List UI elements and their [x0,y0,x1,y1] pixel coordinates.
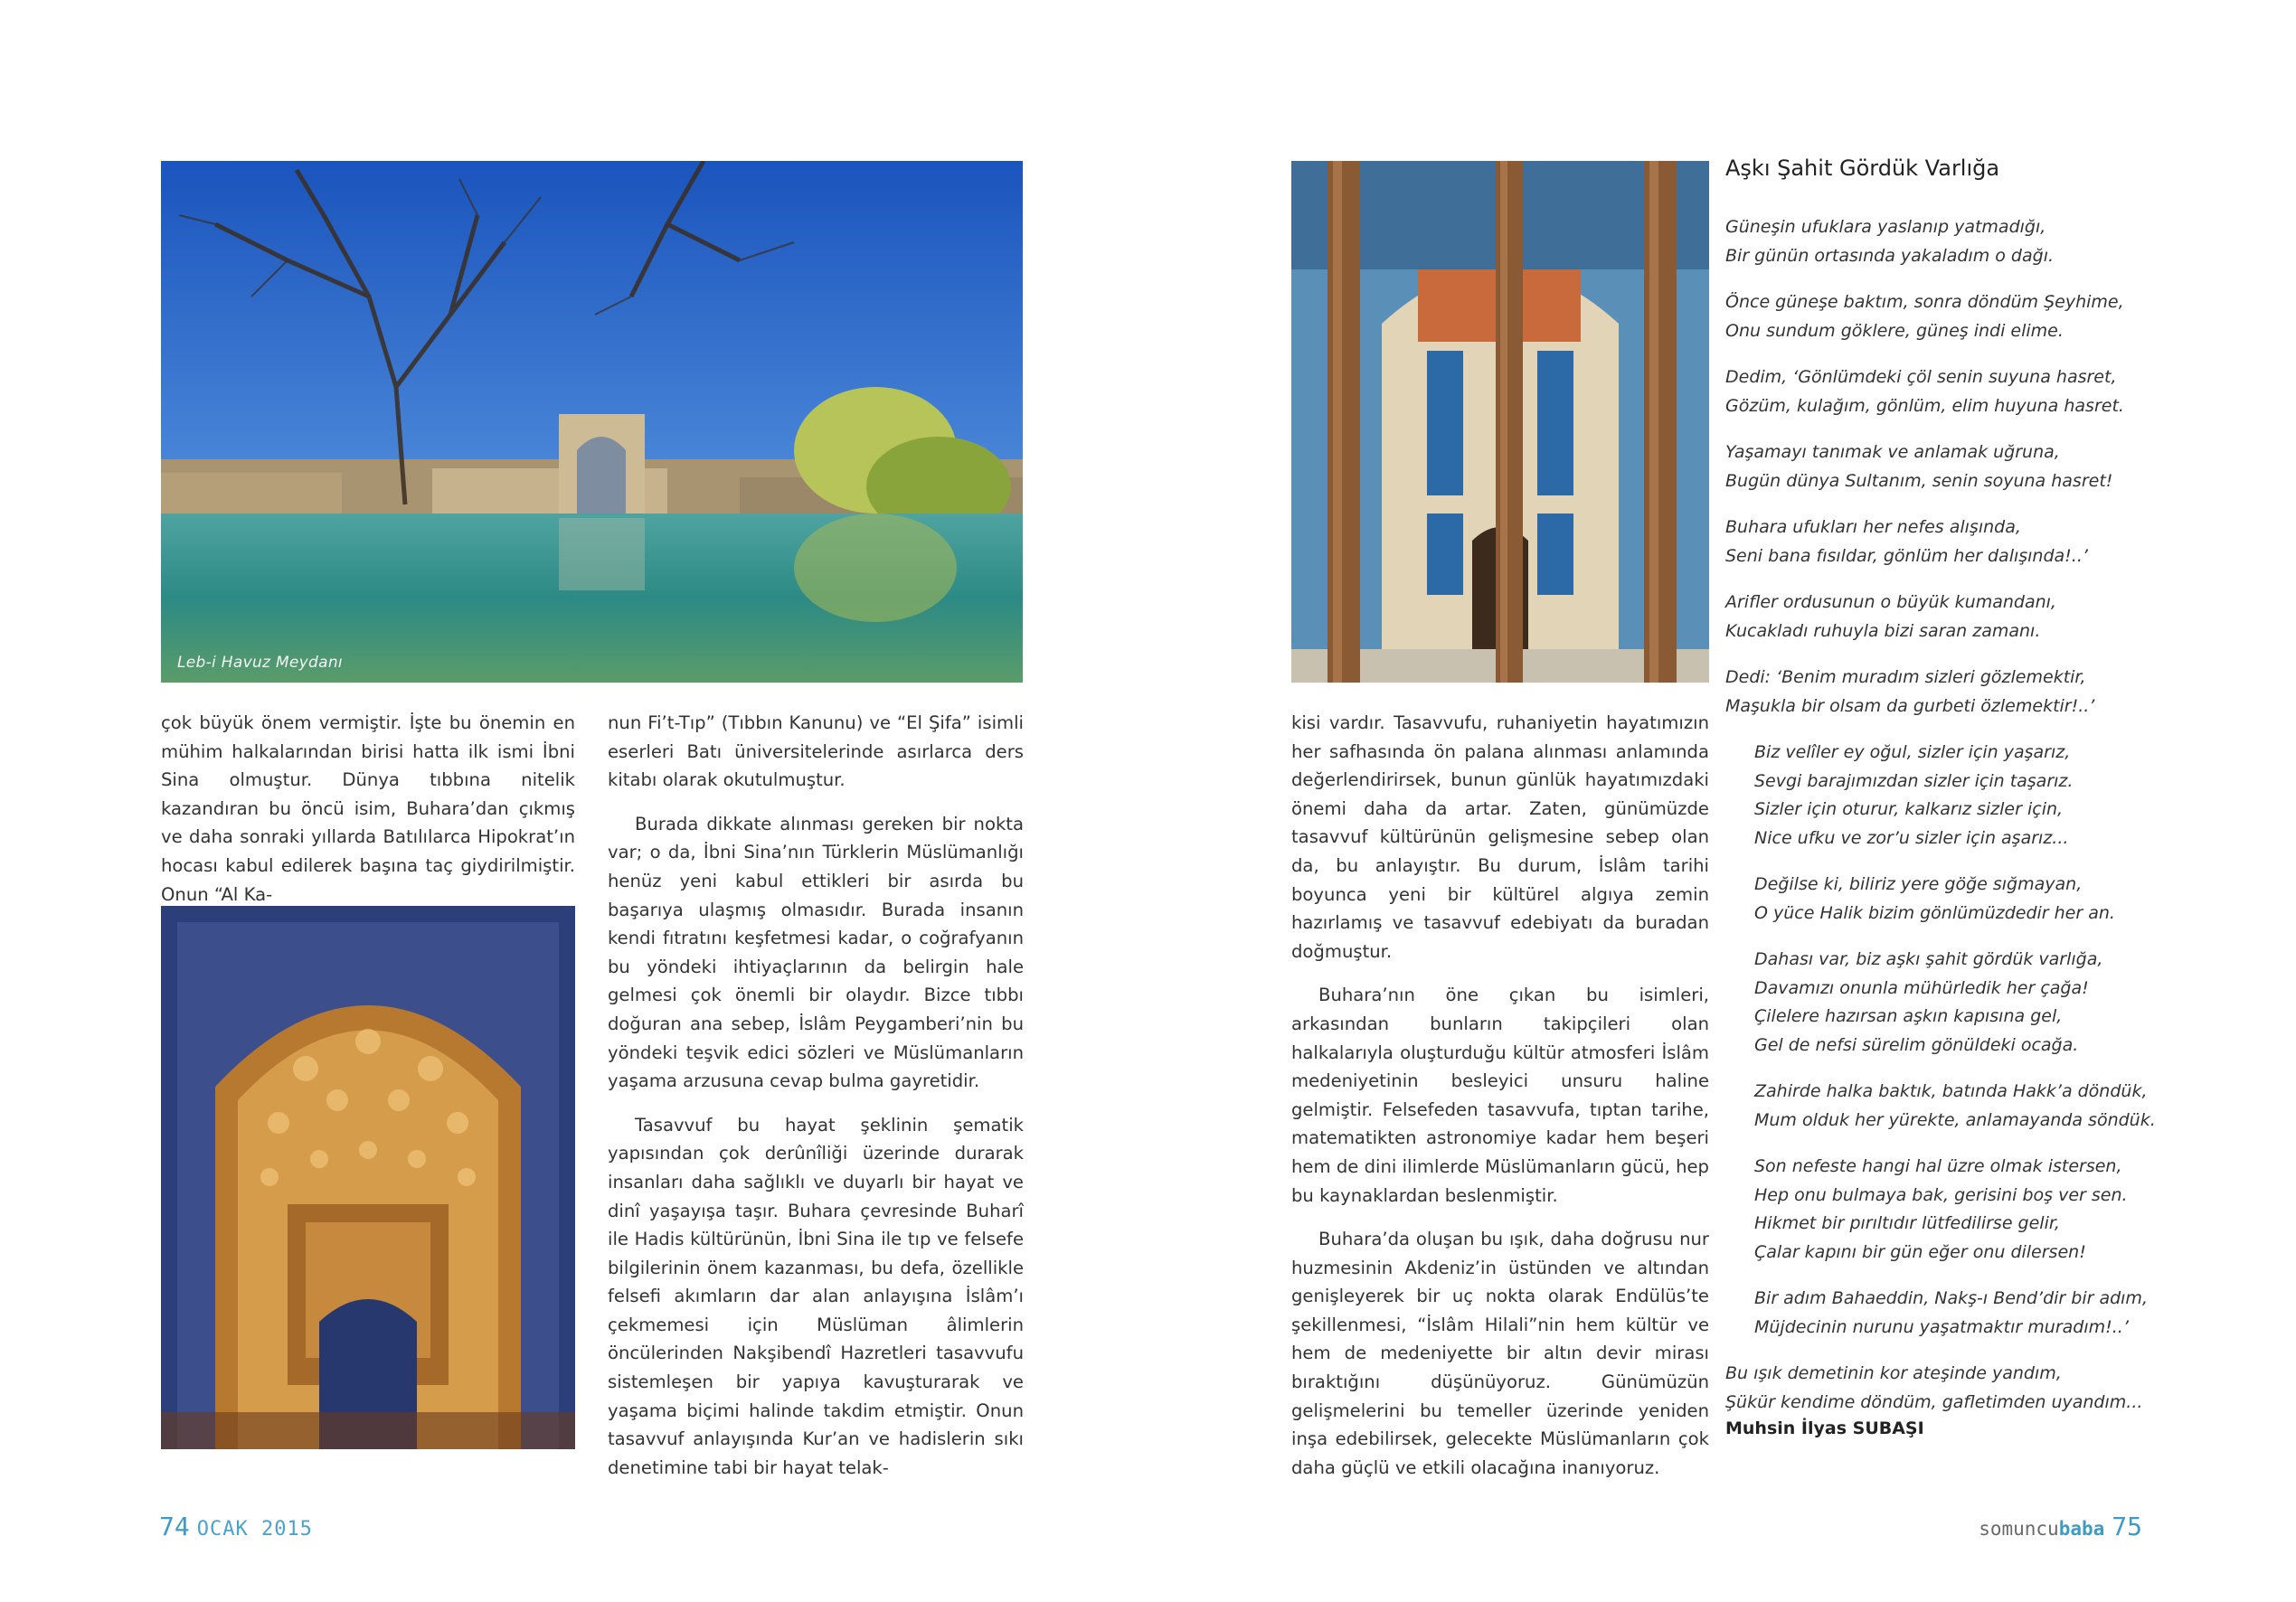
poem-line: Çilelere hazırsan aşkın kapısına gel, [1754,1006,2063,1026]
poem-line: Maşukla bir olsam da gurbeti özlemektir!..’ [1725,695,2095,716]
poem-stanza [1725,213,2214,270]
poem-line: Dedi: ‘Benim muradım sizleri gözlemektir, [1725,667,2086,687]
poem-line: Dedim, ‘Gönlümdeki çöl senin suyuna hasret, [1725,367,2117,387]
poem-line: Nice ufku ve zor’u sizler için aşarız... [1754,827,2069,848]
poem-line: Biz velîler ey oğul, sizler için yaşarız, [1754,742,2071,762]
poem-stanza [1725,1285,2214,1342]
poem-line: Onu sundum göklere, güneş indi elime. [1725,320,2064,341]
poem-line: Dahası var, biz aşkı şahit gördük varlığa, [1754,949,2103,969]
poem-line: Gözüm, kulağım, gönlüm, elim huyuna hasret. [1725,395,2124,416]
poem-stanza [1725,664,2214,721]
poem-line: Son nefeste hangi hal üzre olmak istersen, [1754,1156,2122,1176]
left-column-1 [161,709,575,924]
footer-left [159,1512,313,1541]
poem-stanza [1725,363,2214,420]
footer-right [1979,1512,2142,1541]
photo-leb-i-havuz [161,161,1023,683]
photo-bolo-hauz-portal [1291,161,1709,683]
poem-stanza [1725,946,2214,1060]
poem-line: Kucakladı ruhuyla bizi saran zamanı. [1725,620,2041,641]
poem-title: Aşkı Şahit Gördük Varlığa [1725,155,2000,181]
paragraph: Buhara’nın öne çıkan bu isimleri, arkasından bunların takipçileri olan halkalarıyla oluşturduğu kültür atmosferi İslâm medeniyetinin besleyici unsuru haline gelmiştir. Felsefeden tasavvufa, tıptan tarihe, matematikten astronomiye kadar hem beşeri hem de dini ilimlerde Müslümanların gücü, hep bu kaynaklardan beslenmiştir. [1291,985,1709,1206]
paragraph: nun Fi’t-Tıp” (Tıbbın Kanunu) ve “El Şifa” isimli eserleri Batı üniversitelerinde asırlarca ders kitabı olarak okutulmuştur. [608,712,1024,791]
poem-line: Değilse ki, biliriz yere göğe sığmayan, [1754,874,2083,894]
poem-line: Arifler ordusunun o büyük kumandanı, [1725,592,2056,612]
poem-stanza [1725,739,2214,853]
page-number: 74 [159,1512,190,1541]
paragraph: Burada dikkate alınması gereken bir nokta var; o da, İbni Sina’nın Türklerin Müslümanlığı henüz yeni kabul ettikleri bir asırda bu başarıya ulaşmış olmasıdır. Burada insanın kendi fıtratını keşfetmesi kadar, o coğrafyanın bu yöndeki ihtiyaçlarının da belirgin hale gelmesi çok önemli bir olaydır. Bizce tıbbı doğuran ana sebep, İslâm Peygamberi’nin bu yöndeki teşvik edici sözleri ve Müslümanların yaşama arzusuna cevap bulma gayretidir. [608,813,1024,1092]
photo-mosque-vault [161,906,575,1449]
poem-stanza [1725,589,2214,646]
magazine-name: somuncubaba [1979,1518,2105,1540]
poem-line: Önce güneşe baktım, sonra döndüm Şeyhime, [1725,292,2124,312]
poem-line: Güneşin ufuklara yaslanıp yatmadığı, [1725,217,2046,237]
poem-line: Sizler için oturur, kalkarız sizler için, [1754,799,2064,819]
poem-line: Yaşamayı tanımak ve anlamak uğruna, [1725,442,2060,462]
leb-i-havuz-image [161,161,1023,683]
page-number: 75 [2112,1512,2142,1541]
paragraph: kisi vardır. Tasavvufu, ruhaniyetin hayatımızın her safhasında ön palana alınması anlamında değerlendirirsek, bunun günlük hayatımızdaki önemi daha da artar. Zaten, günümüzde tasavvuf kültürünün gelişmesine sebep olan da, bu anlayıştır. Bu durum, İslâm tarihi boyunca yeni bir kültürel algıya zemin hazırlamış ve tasavvuf edebiyatı da buradan doğmuştur. [1291,712,1709,962]
poem-line: Davamızı onunla mühürledik her çağa! [1754,977,2089,998]
paragraph: Buhara’da oluşan bu ışık, daha doğrusu nur huzmesinin Akdeniz’in üstünden ve altından genişleyerek bir uç nokta olarak Endülüs’te şekillenmesi, “İslâm Hilali”nin hem kültür ve hem de medeniyette bir altın devir mirası bıraktığını düşünüyoruz. Günümüzün gelişmelerini bu temeller üzerinde yeniden inşa edebilirsek, gelecekte Müslümanların çok daha güçlü ve etkili olacağına inanıyoruz. [1291,1229,1709,1478]
poem-line: Bir günün ortasında yakaladım o dağı. [1725,245,2055,266]
left-column-2 [608,709,1024,1497]
poem-stanza [1725,288,2214,345]
poem-stanza [1725,1360,2214,1417]
poem-line: Şükür kendime döndüm, gafletimden uyandım... [1725,1391,2143,1412]
portal-image [1291,161,1709,683]
poem-stanza [1725,438,2214,495]
poem-line: Seni bana fısıldar, gönlüm her dalışında!..’ [1725,545,2088,566]
poem-stanza [1725,1153,2214,1267]
mosque-vault-image [161,906,575,1449]
issue-date: OCAK 2015 [196,1518,313,1541]
poem-line: Mum olduk her yürekte, anlamayanda söndük. [1754,1109,2156,1130]
poem-line: Zahirde halka baktık, batında Hakk’a döndük, [1754,1081,2148,1101]
poem-stanza [1725,1078,2214,1135]
poem-line: Sevgi barajımızdan sizler için taşarız. [1754,770,2074,791]
poem-line: Bir adım Bahaeddin, Nakş-ı Bend’dir bir adım, [1754,1288,2148,1308]
photo-caption: Leb-i Havuz Meydanı [177,654,343,672]
poem-line: Buhara ufukları her nefes alışında, [1725,517,2021,537]
poem-line: Müjdecinin nurunu yaşatmaktır muradım!..’ [1754,1316,2129,1337]
poem-line: Bugün dünya Sultanım, senin soyuna hasret! [1725,470,2113,491]
poem-line: Hikmet bir pırıltıdır lütfedilirse gelir, [1754,1213,2060,1233]
paragraph: Tasavvuf bu hayat şeklinin şematik yapısından çok derûnîliği üzerinde durarak insanları daha sağlıklı ve duyarlı bir hayat ve dinî yaşayışa taşır. Buhara çevresinde Buharî ile Hadis kültürünün, İbni Sina ile tıp ve felsefe bilgilerinin önem kazanması, bu defa, özellikle felsefi akımların dar alan anlayışına İslâm’ı çekmemesi için Müslüman âlimlerin öncülerinden Nakşibendî Hazretleri tasavvufu sistemleşen bir yapıya kavuşturarak ve yaşama biçimi halinde takdim etmiştir. Onun tasavvuf anlayışında Kur’an ve hadislerin sıkı denetimine tabi bir hayat telak- [608,1114,1024,1478]
poem-line: Hep onu bulmaya bak, gerisini boş ver sen. [1754,1184,2128,1205]
poem-author: Muhsin İlyas SUBAŞI [1725,1418,1924,1438]
paragraph: çok büyük önem vermiştir. İşte bu önemin en mühim halkalarından birisi hatta ilk ismi İbni Sina olmuştur. Dünya tıbbına nitelik kazandıran bu öncü isim, Buhara’dan çıkmış ve daha sonraki yıllarda Batılılarca Hipokrat’ın hocası kabul edilerek başına taç giydirilmiştir. Onun “Al Ka- [161,712,575,905]
right-column-1 [1291,709,1709,1497]
poem [1725,213,2214,1435]
poem-line: Çalar kapını bir gün eğer onu dilersen! [1754,1241,2086,1262]
poem-line: Bu ışık demetinin kor ateşinde yandım, [1725,1363,2062,1383]
poem-line: Gel de nefsi sürelim gönüldeki ocağa. [1754,1034,2079,1055]
poem-stanza [1725,514,2214,570]
poem-stanza [1725,871,2214,928]
poem-line: O yüce Halik bizim gönlümüzdedir her an. [1754,902,2115,923]
